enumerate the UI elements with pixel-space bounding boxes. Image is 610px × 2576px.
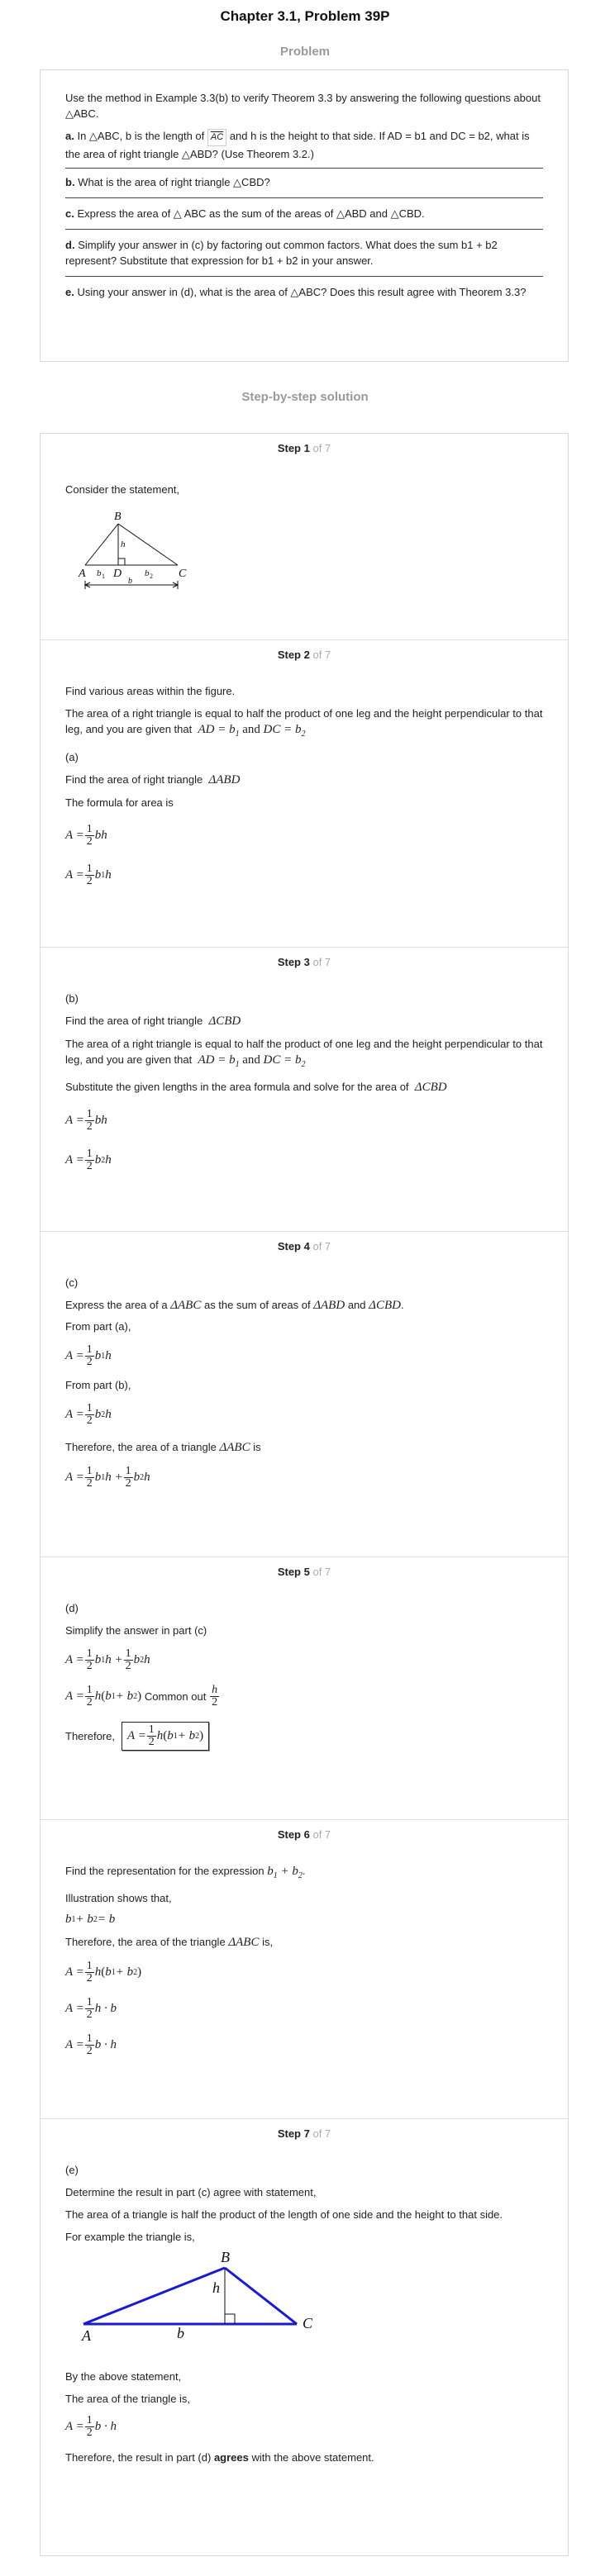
therefore-text: Therefore, xyxy=(65,1729,115,1742)
part-a-text-1: In △ABC, b is the length of xyxy=(77,130,205,142)
step-text-part: Therefore, the area of the triangle xyxy=(65,1936,226,1948)
fig-label-b2: b xyxy=(145,568,150,578)
step-of: of 7 xyxy=(312,1828,331,1841)
equation: A = $\frac{1}{2}$ b 1 h xyxy=(65,862,112,887)
part-label: (d) xyxy=(65,1602,79,1614)
fig-label-D: D xyxy=(113,568,122,580)
equation: A = $\frac{1}{2}$ h ( b 1 + b 2 ) xyxy=(65,1959,142,1984)
step-text: Find various areas within the figure. xyxy=(65,685,236,697)
step-of: of 7 xyxy=(312,649,331,661)
step-text: From part (a), xyxy=(65,1320,131,1333)
step-label: Step 7 xyxy=(277,2127,310,2140)
fig-label-A: A xyxy=(79,568,86,580)
problem-part-d xyxy=(65,237,543,269)
step-label: Step 3 xyxy=(277,956,310,968)
problem-box xyxy=(40,69,569,362)
equation: A = $\frac{1}{2}$ b 1 h + $\frac{1}{2}$ b 2 h xyxy=(65,1647,150,1672)
fig-label-b1-sub: 1 xyxy=(102,573,105,580)
equation: A = $\frac{1}{2}$ b · h xyxy=(65,2413,117,2439)
triangle-cbd: ΔCBD xyxy=(369,1299,401,1312)
step-text-part: with the above statement. xyxy=(251,2451,374,2464)
step-text: Consider the statement, xyxy=(65,483,180,496)
step-text: Illustration shows that, xyxy=(65,1892,172,1904)
step-text: Find the representation for the expression $b_1 + b_2$. xyxy=(65,1865,306,1880)
part-c-label: c. xyxy=(65,207,74,220)
part-d-text: Simplify your answer in (c) by factoring out common factors. What does the sum b1 + b2 represent? Substitute that expression for b1 + b2 in your answer. xyxy=(65,239,498,267)
step-2 xyxy=(41,640,568,948)
part-c-text: Express the area of △ ABC as the sum of the areas of △ABD and △CBD. xyxy=(77,207,425,220)
equation: A = $\frac{1}{2}$ b · h xyxy=(65,2032,117,2057)
part-d-label: d. xyxy=(65,239,75,251)
given-ad-text: AD = b xyxy=(198,1053,236,1067)
solution-heading: Step-by-step solution xyxy=(241,390,369,404)
part-label: (b) xyxy=(65,992,79,1005)
step-3 xyxy=(41,948,568,1232)
given-ad-text: AD = b xyxy=(198,723,236,736)
example-triangle-figure xyxy=(65,2250,330,2357)
step-label: Step 6 xyxy=(277,1828,310,1841)
part-label: (c) xyxy=(65,1276,79,1289)
step-text-part: Find the area of right triangle xyxy=(65,1015,203,1027)
part-b-label: b. xyxy=(65,176,75,188)
step-text-part: Therefore, the result in part (d) xyxy=(65,2451,212,2464)
problem-part-b xyxy=(65,174,543,190)
equation: A = $\frac{1}{2}$ bh xyxy=(65,1107,107,1133)
step-text xyxy=(65,1036,543,1072)
part-a-label: a. xyxy=(65,130,74,142)
fig-label-B: B xyxy=(114,511,122,523)
step-label: Step 5 xyxy=(277,1566,310,1578)
fig-label-b: b xyxy=(128,577,132,586)
step-text xyxy=(65,1934,543,1951)
part-e-label: e. xyxy=(65,286,74,298)
page-title: Chapter 3.1, Problem 39P xyxy=(220,8,390,24)
common-out-text: Common out xyxy=(144,1690,207,1703)
step-text-part: Find the representation for the expression xyxy=(65,1865,264,1877)
fig-label-A: A xyxy=(82,2327,91,2344)
step-1 xyxy=(41,434,568,640)
part-label: (e) xyxy=(65,2164,79,2176)
step-label: Step 4 xyxy=(277,1240,310,1252)
given-dc-text: DC = b xyxy=(263,723,302,736)
step-text xyxy=(65,772,543,788)
divider xyxy=(65,168,543,169)
equation: b 1 + b 2 = b xyxy=(65,1912,116,1926)
step-label: Step 2 xyxy=(277,649,310,661)
equation: A = $\frac{1}{2}$ b 1 h + $\frac{1}{2}$ b 2 h xyxy=(65,1464,150,1490)
step-4 xyxy=(41,1232,568,1557)
part-b-text: What is the area of right triangle △CBD? xyxy=(78,176,270,188)
is-text: is xyxy=(253,1441,261,1453)
equation: A = $\frac{1}{2}$ h · b xyxy=(65,1995,117,2021)
triangle-abc: ΔABC xyxy=(228,1936,260,1949)
equation: A = $\frac{1}{2}$ b 2 h xyxy=(65,1401,112,1427)
ac-segment xyxy=(207,129,226,146)
step-header xyxy=(65,2127,543,2144)
fig-label-C: C xyxy=(179,568,187,580)
step-header xyxy=(65,1566,543,1582)
fig-label-B: B xyxy=(221,2250,230,2265)
given-dc: DC = $b_2$ xyxy=(263,723,306,739)
step-text: By the above statement, xyxy=(65,2370,182,2383)
step-5 xyxy=(41,1557,568,1820)
given-dc: DC = $b_2$ xyxy=(263,1053,306,1069)
step-text: The area of the triangle is, xyxy=(65,2393,191,2405)
step-6 xyxy=(41,1820,568,2119)
step-text: Express the area of a ΔABC as the sum of areas of ΔABD and ΔCBD. xyxy=(65,1299,404,1312)
divider xyxy=(65,229,543,230)
step-text-part: The area of a right triangle is equal to half the product of one leg and the height perpendicular to that leg, and you are given that xyxy=(65,707,543,735)
step-header xyxy=(65,1240,543,1257)
step-text xyxy=(65,706,543,742)
equation: A = $\frac{1}{2}$ bh xyxy=(65,822,107,848)
step-text-part: Substitute the given lengths in the area formula and solve for the area of xyxy=(65,1081,409,1093)
given-ad: AD = $b_1$ xyxy=(198,723,240,739)
problem-part-a xyxy=(65,128,543,162)
ac-segment-label: $\overline{AC}$ xyxy=(210,132,224,142)
equation: A = $\frac{1}{2}$ b 2 h xyxy=(65,1147,112,1172)
step-text-part: Find the area of right triangle xyxy=(65,773,203,786)
and-text: and xyxy=(347,1299,366,1311)
step-text: Determine the result in part (c) agree with statement, xyxy=(65,2186,317,2198)
step-header xyxy=(65,956,543,972)
given-and: and xyxy=(242,1053,260,1067)
step-text xyxy=(65,2450,543,2465)
problem-part-c xyxy=(65,206,543,221)
fig-label-b: b xyxy=(177,2325,184,2341)
step-text xyxy=(65,1439,543,1456)
triangle-abd: ΔABD xyxy=(313,1299,346,1312)
step-text-part: Therefore, the area of a triangle xyxy=(65,1441,217,1453)
step-text xyxy=(65,1079,543,1096)
fig-label-b2-sub: 2 xyxy=(150,573,153,580)
step-text: The area of a triangle is half the product of the length of one side and the height to that side. xyxy=(65,2208,503,2221)
given-ad: AD = $b_1$ xyxy=(198,1053,240,1069)
step-text xyxy=(65,1013,543,1029)
step-text-part: Express the area of a xyxy=(65,1299,168,1311)
step-7 xyxy=(41,2119,568,2555)
step-label: Step 1 xyxy=(277,442,310,454)
given-dc-text: DC = b xyxy=(263,1053,302,1067)
equation xyxy=(65,1719,543,1752)
step-of: of 7 xyxy=(312,956,331,968)
step-of: of 7 xyxy=(312,442,331,454)
solution-box xyxy=(40,433,569,2556)
agrees-text: agrees xyxy=(213,2451,249,2464)
part-a-text-2: and h is the height to that side. If AD = b1 and DC = b2, what is the area of right triangle △ABD? (Use Theorem 3.2.) xyxy=(65,130,530,160)
part-label: (a) xyxy=(65,751,79,763)
step-text: Simplify the answer in part (c) xyxy=(65,1624,207,1637)
step-text: From part (b), xyxy=(65,1379,131,1391)
fig-label-h: h xyxy=(121,539,126,549)
problem-part-e xyxy=(65,284,543,300)
problem-heading: Problem xyxy=(279,45,330,59)
equation: A = $\frac{1}{2}$ h ( b 1 + b 2 ) Common out $\frac{h}{2}$ xyxy=(65,1683,218,1709)
step-text: For example the triangle is, xyxy=(65,2231,195,2243)
step-text-part: as the sum of areas of xyxy=(203,1299,311,1311)
step-header xyxy=(65,442,543,459)
step-of: of 7 xyxy=(312,2127,331,2140)
part-e-text: Using your answer in (d), what is the area of △ABC? Does this result agree with Theorem 3.3? xyxy=(77,286,527,298)
triangle-cbd: ΔCBD xyxy=(208,1015,241,1028)
step-header xyxy=(65,1828,543,1845)
problem-intro: Use the method in Example 3.3(b) to verify Theorem 3.3 by answering the following questions about △ABC. xyxy=(65,92,541,120)
fig-label-b1: b xyxy=(97,568,102,578)
equation: A = $\frac{1}{2}$ b 1 h xyxy=(65,1343,112,1368)
triangle-abc: ΔABC xyxy=(170,1299,202,1312)
expression-b1-b2: $b_1 + b_2$ xyxy=(267,1865,303,1880)
step-text-part: The area of a right triangle is equal to half the product of one leg and the height perpendicular to that leg, and you are given that xyxy=(65,1038,543,1066)
fig-label-C: C xyxy=(303,2315,313,2331)
boxed-answer: A = $\frac{1}{2}$ h ( b 1 + b 2 ) xyxy=(122,1722,209,1751)
step-of: of 7 xyxy=(312,1566,331,1578)
step-text: The formula for area is xyxy=(65,796,174,809)
fig-label-h: h xyxy=(212,2279,220,2296)
divider xyxy=(65,276,543,277)
divider xyxy=(65,197,543,198)
step-of: of 7 xyxy=(312,1240,331,1252)
triangle-cbd: ΔCBD xyxy=(414,1081,447,1094)
is-text: is, xyxy=(262,1936,274,1948)
triangle-abd: ΔABD xyxy=(208,773,241,787)
given-and: and xyxy=(242,723,260,736)
triangle-abc: ΔABC xyxy=(219,1441,250,1454)
step-header xyxy=(65,649,543,665)
triangle-figure xyxy=(70,507,194,598)
